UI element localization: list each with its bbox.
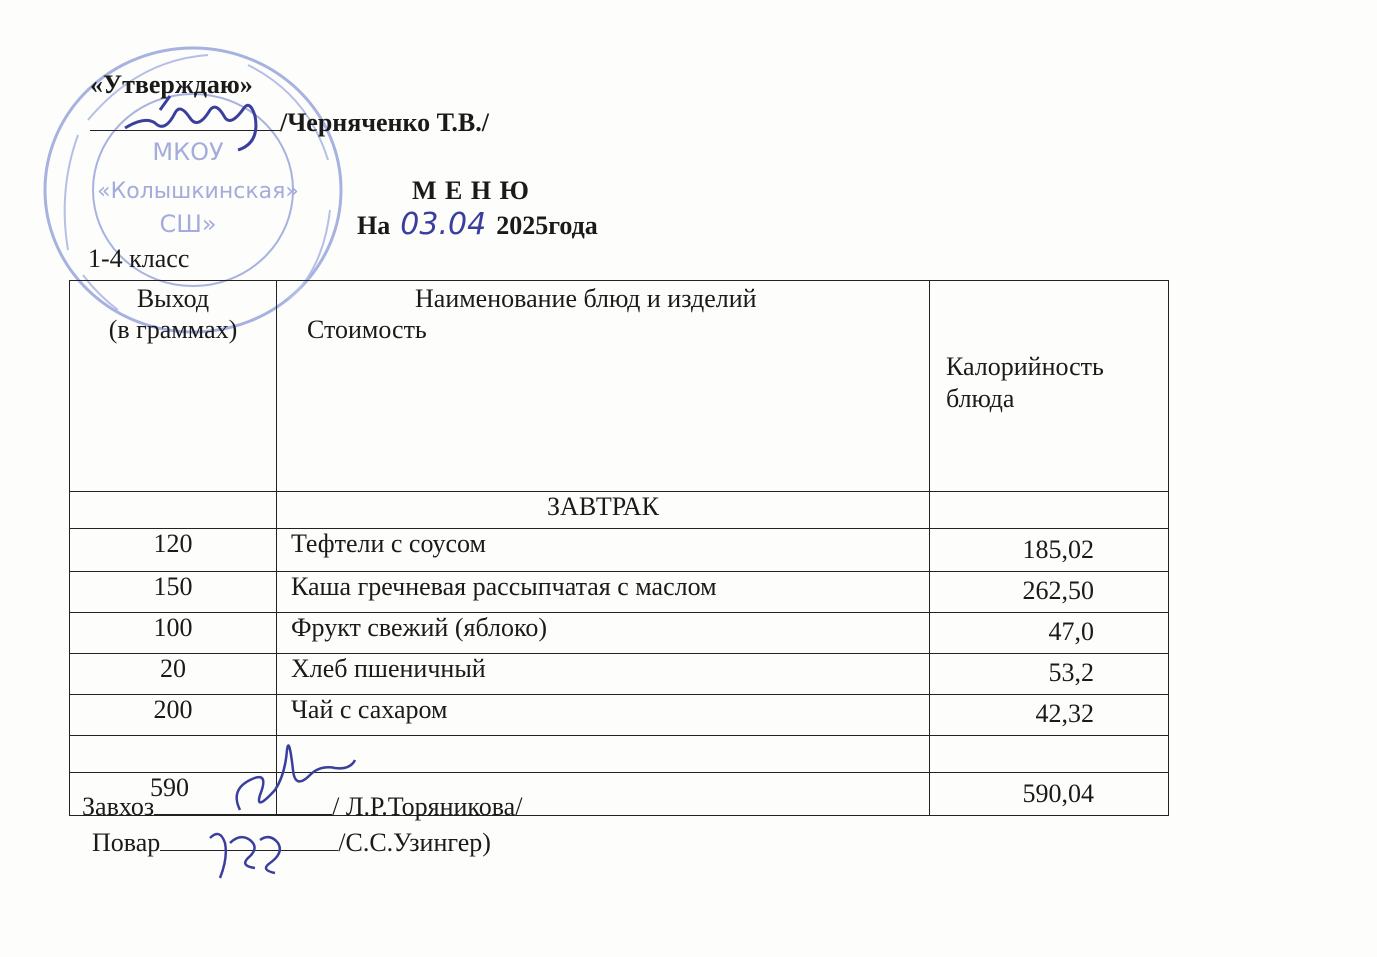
section-empty	[70, 492, 277, 529]
table-header-row	[70, 281, 1169, 492]
table-row	[70, 613, 1169, 654]
row-yield: 150	[70, 572, 277, 613]
zavkhoz-name: / Л.Р.Торяникова/	[332, 792, 523, 821]
row-yield: 120	[70, 529, 277, 572]
stamp-line-1: МКОУ	[152, 138, 224, 166]
class-label: 1-4 класс	[88, 244, 190, 273]
row-yield: 200	[70, 695, 277, 736]
section-empty	[930, 492, 1169, 529]
header-calories: Калорийность блюда	[930, 281, 1169, 492]
row-calories	[930, 736, 1169, 773]
zavkhoz-label: Завхоз	[82, 792, 155, 821]
date-suffix: 2025года	[496, 211, 598, 240]
section-row	[70, 492, 1169, 529]
header-name-line2: Стоимость	[307, 315, 427, 344]
row-name: Чай с сахаром	[277, 695, 930, 736]
row-yield: 100	[70, 613, 277, 654]
stamp-line-3: СШ»	[159, 210, 217, 238]
row-name	[277, 736, 930, 773]
table-row	[70, 654, 1169, 695]
row-calories: 53,2	[930, 654, 1169, 695]
approval-signatory: /Черняченко Т.В./	[280, 108, 489, 137]
row-name: Фрукт свежий (яблоко)	[277, 613, 930, 654]
header-yield: Выход (в граммах)	[70, 281, 277, 492]
menu-title: М Е Н Ю	[412, 176, 530, 205]
povar-name: /С.С.Узингер)	[338, 828, 491, 857]
row-yield: 20	[70, 654, 277, 695]
director-signature-icon	[120, 88, 280, 158]
row-calories: 262,50	[930, 572, 1169, 613]
row-name: Каша гречневая рассыпчатая с маслом	[277, 572, 930, 613]
zavkhoz-signature-icon	[215, 730, 365, 830]
date-prefix: На	[357, 211, 391, 240]
row-name: Тефтели с соусом	[277, 529, 930, 572]
handwritten-date: 03.04	[400, 207, 487, 242]
row-name: Хлеб пшеничный	[277, 654, 930, 695]
povar-signature-icon	[200, 818, 300, 888]
table-row	[70, 529, 1169, 572]
row-calories: 42,32	[930, 695, 1169, 736]
row-calories: 185,02	[930, 529, 1169, 572]
stamp-line-2: «Колышкинская»	[97, 179, 299, 204]
povar-label: Повар	[92, 828, 161, 857]
total-calories: 590,04	[930, 773, 1169, 816]
table-row	[70, 572, 1169, 613]
date-line	[357, 207, 598, 242]
header-name-line1: Наименование блюд и изделий	[415, 284, 757, 313]
approval-label: «Утверждаю»	[90, 70, 253, 99]
section-title: ЗАВТРАК	[277, 492, 930, 529]
header-name	[277, 281, 930, 492]
total-yield: 590	[70, 773, 277, 816]
row-calories: 47,0	[930, 613, 1169, 654]
